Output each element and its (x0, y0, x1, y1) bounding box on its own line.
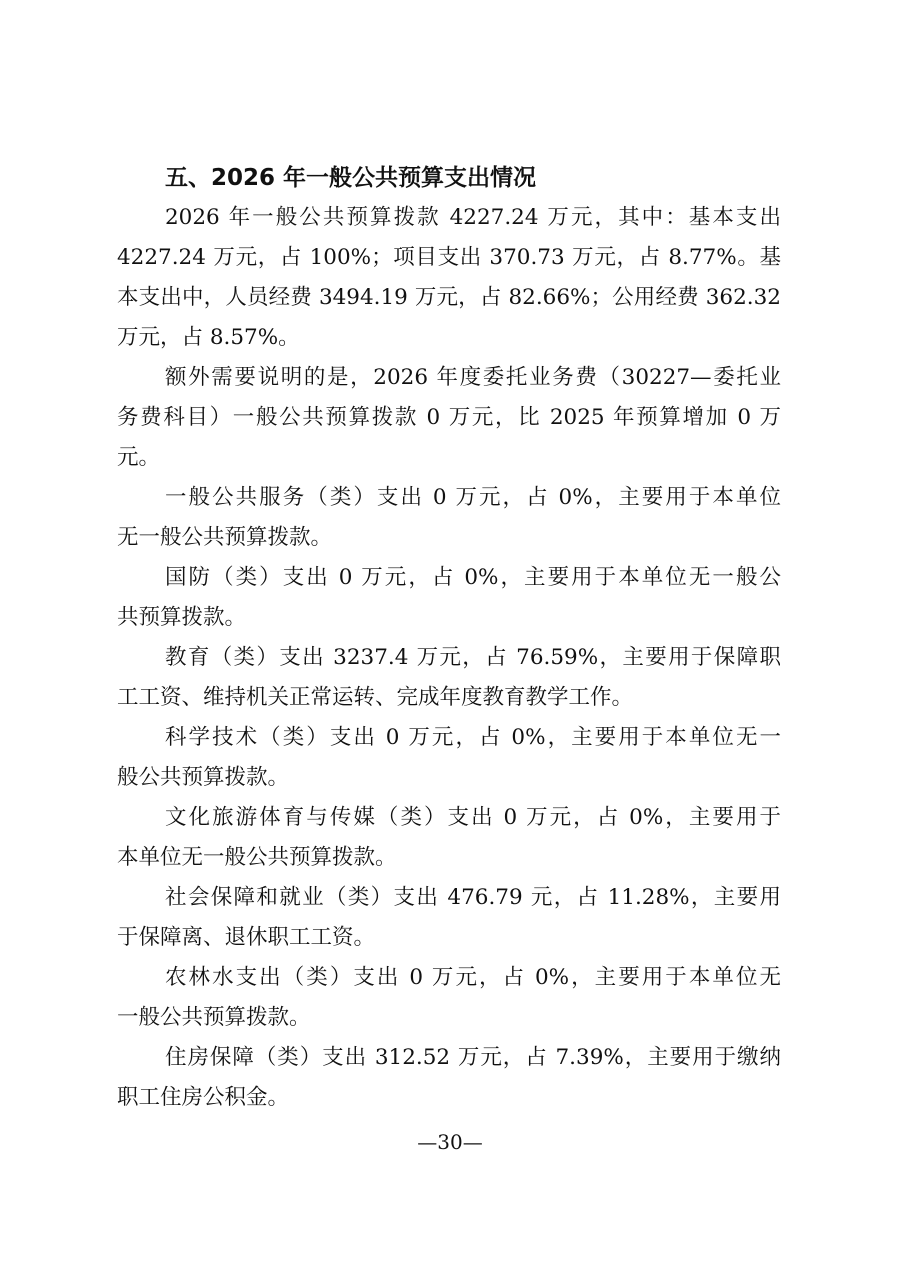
paragraph (117, 358, 781, 478)
paragraph (117, 718, 781, 798)
paragraph (117, 798, 781, 878)
paragraph-line: 元。 (117, 445, 161, 470)
paragraph (117, 878, 781, 958)
section-heading: 五、2026 年一般公共预算支出情况 (165, 165, 537, 191)
paragraph-line: 共预算拨款。 (117, 605, 247, 630)
paragraph-line: 职工住房公积金。 (117, 1085, 290, 1110)
paragraph (117, 958, 781, 1038)
page-number: —30— (417, 1130, 483, 1154)
paragraph-line: 万元，占 8.57%。 (117, 325, 300, 350)
paragraph-line: 教育（类）支出 3237.4 万元，占 76.59%，主要用于保障职 (165, 645, 781, 670)
paragraph-line: 农林水支出（类）支出 0 万元，占 0%，主要用于本单位无 (165, 965, 781, 990)
paragraph (117, 1038, 781, 1118)
paragraph-line: 社会保障和就业（类）支出 476.79 元，占 11.28%，主要用 (165, 885, 781, 910)
paragraph-line: 4227.24 万元，占 100%；项目支出 370.73 万元，占 8.77%。基 (117, 245, 781, 270)
paragraph (117, 478, 781, 558)
paragraph-line: 本支出中，人员经费 3494.19 万元，占 82.66%；公用经费 362.32 (117, 285, 781, 310)
paragraph-line: 额外需要说明的是，2026 年度委托业务费（30227—委托业 (165, 365, 781, 390)
paragraph-line: 工工资、维持机关正常运转、完成年度教育教学工作。 (117, 685, 634, 710)
paragraph-line: 一般公共预算拨款。 (117, 1005, 311, 1030)
paragraph-line: 务费科目）一般公共预算拨款 0 万元，比 2025 年预算增加 0 万 (117, 405, 781, 430)
paragraph (117, 638, 781, 718)
paragraph-line: 般公共预算拨款。 (117, 765, 290, 790)
paragraph-line: 科学技术（类）支出 0 万元，占 0%，主要用于本单位无一 (165, 725, 781, 750)
paragraph (117, 558, 781, 638)
document-body (117, 198, 781, 1118)
paragraph-line: 国防（类）支出 0 万元，占 0%，主要用于本单位无一般公 (165, 565, 781, 590)
paragraph-line: 文化旅游体育与传媒（类）支出 0 万元，占 0%，主要用于 (165, 805, 781, 830)
paragraph (117, 198, 781, 358)
paragraph-line: 于保障离、退休职工工资。 (117, 925, 376, 950)
paragraph-line: 住房保障（类）支出 312.52 万元，占 7.39%，主要用于缴纳 (165, 1045, 781, 1070)
paragraph-line: 2026 年一般公共预算拨款 4227.24 万元，其中：基本支出 (165, 205, 781, 230)
paragraph-line: 无一般公共预算拨款。 (117, 525, 333, 550)
paragraph-line: 一般公共服务（类）支出 0 万元，占 0%，主要用于本单位 (165, 485, 781, 510)
paragraph-line: 本单位无一般公共预算拨款。 (117, 845, 397, 870)
